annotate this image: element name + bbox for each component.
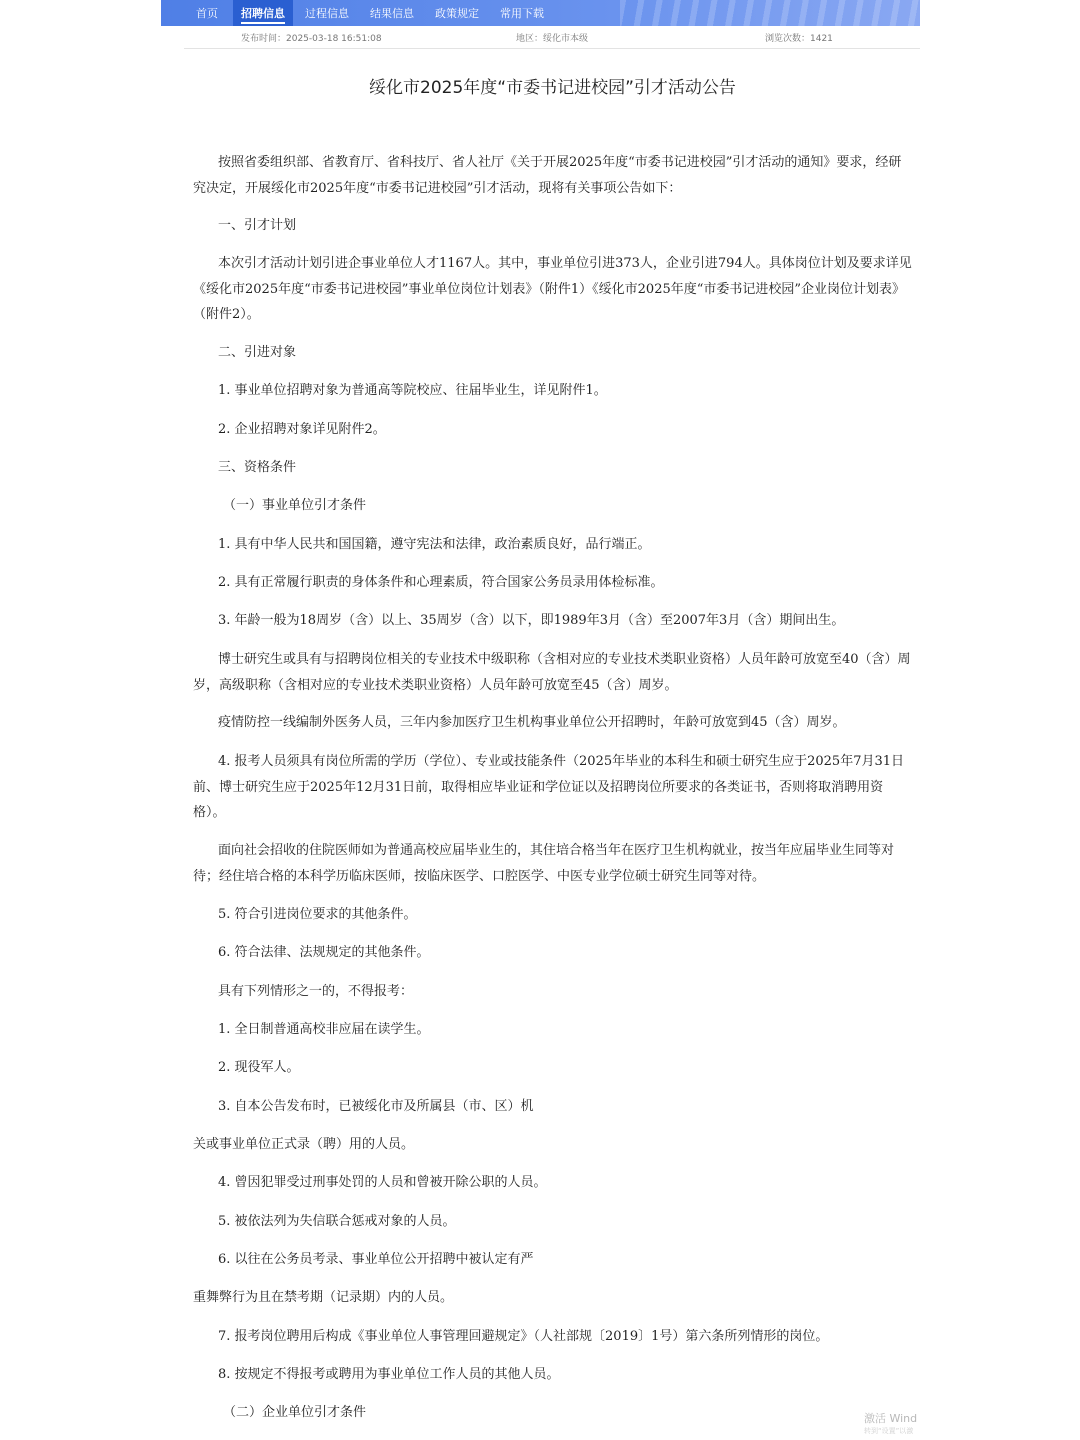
paragraph: 3. 自本公告发布时，已被绥化市及所属县（市、区）机	[218, 1099, 534, 1114]
section-heading: 三、资格条件	[218, 460, 297, 475]
section-heading: 一、引才计划	[218, 218, 297, 233]
subsection-heading: （一）事业单位引才条件	[223, 498, 367, 513]
paragraph: 2. 具有正常履行职责的身体条件和心理素质，符合国家公务员录用体检标准。	[218, 575, 664, 590]
paragraph: 5. 符合引进岗位要求的其他条件。	[218, 907, 417, 922]
paragraph: 5. 被依法列为失信联合惩戒对象的人员。	[218, 1214, 456, 1229]
nav-item-process[interactable]: 过程信息	[305, 7, 349, 20]
paragraph: 博士研究生或具有与招聘岗位相关的专业技术中级职称（含相对应的专业技术类职业资格）人员年龄可放宽至40（含）周岁，高级职称（含相对应的专业技术类职业资格）人员年龄可放宽至45（含）周岁。	[193, 652, 911, 693]
paragraph: 4. 报考人员须具有岗位所需的学历（学位）、专业或技能条件（2025年毕业的本科生和硕士研究生应于2025年7月31日前、博士研究生应于2025年12月31日前，取得相应毕业证和学位证以及招聘岗位所要求的各类证书，否则将取消聘用资格）。	[193, 754, 905, 820]
nav-item-downloads[interactable]: 常用下载	[500, 7, 544, 20]
activation-watermark-subtitle: 转到“设置”以激	[864, 1427, 914, 1435]
meta-divider	[184, 48, 920, 49]
paragraph: 6. 以往在公务员考录、事业单位公开招聘中被认定有严	[218, 1252, 534, 1267]
paragraph: 4. 曾因犯罪受过刑事处罚的人员和曾被开除公职的人员。	[218, 1175, 547, 1190]
paragraph: 1. 具有中华人民共和国国籍，遵守宪法和法律，政治素质良好，品行端正。	[218, 537, 651, 552]
paragraph: 3. 年龄一般为18周岁（含）以上、35周岁（含）以下，即1989年3月（含）至2007年3月（含）期间出生。	[218, 613, 845, 628]
paragraph: 具有下列情形之一的，不得报考：	[218, 984, 414, 999]
paragraph: 2. 企业招聘对象详见附件2。	[218, 422, 386, 437]
nav-item-results[interactable]: 结果信息	[370, 7, 414, 20]
nav-item-home[interactable]: 首页	[196, 7, 218, 20]
paragraph: 1. 事业单位招聘对象为普通高等院校应、往届毕业生，详见附件1。	[218, 383, 607, 398]
nav-decoration	[620, 0, 920, 26]
nav-item-policy[interactable]: 政策规定	[435, 7, 479, 20]
paragraph: 6. 符合法律、法规规定的其他条件。	[218, 945, 430, 960]
paragraph: 按照省委组织部、省教育厅、省科技厅、省人社厅《关于开展2025年度“市委书记进校园”引才活动的通知》要求，经研究决定，开展绥化市2025年度“市委书记进校园”引才活动，现将有关事项公告如下：	[193, 155, 902, 196]
subsection-heading: （二）企业单位引才条件	[223, 1405, 367, 1420]
paragraph: 2. 现役军人。	[218, 1060, 300, 1075]
section-heading: 二、引进对象	[218, 345, 297, 360]
paragraph: 本次引才活动计划引进企事业单位人才1167人。其中，事业单位引进373人，企业引进794人。具体岗位计划及要求详见《绥化市2025年度“市委书记进校园”事业单位岗位计划表》（附件1）《绥化市2025年度“市委书记进校园”企业岗位计划表》（附件2）。	[193, 256, 912, 322]
nav-item-recruitment[interactable]: 招聘信息	[233, 0, 293, 26]
paragraph: 关或事业单位正式录（聘）用的人员。	[193, 1137, 415, 1152]
article-title: 绥化市2025年度“市委书记进校园”引才活动公告	[369, 78, 736, 98]
paragraph: 1. 全日制普通高校非应届在读学生。	[218, 1022, 430, 1037]
paragraph: 重舞弊行为且在禁考期（记录期）内的人员。	[193, 1290, 454, 1305]
paragraph: 面向社会招收的住院医师如为普通高校应届毕业生的，其住培合格当年在医疗卫生机构就业，按当年应届毕业生同等对待；经住培合格的本科学历临床医师，按临床医学、口腔医学、中医专业学位硕士研究生同等对待。	[193, 843, 895, 884]
top-nav-bar	[161, 0, 920, 26]
region: 地区：绥化市本级	[516, 34, 589, 44]
paragraph: 7. 报考岗位聘用后构成《事业单位人事管理回避规定》（人社部规〔2019〕1号）第六条所列情形的岗位。	[218, 1329, 829, 1344]
view-count: 浏览次数：1421	[765, 34, 833, 44]
paragraph: 8. 按规定不得报考或聘用为事业单位工作人员的其他人员。	[218, 1367, 560, 1382]
activation-watermark: 激活 Wind	[864, 1412, 918, 1425]
paragraph: 疫情防控一线编制外医务人员，三年内参加医疗卫生机构事业单位公开招聘时，年龄可放宽到45（含）周岁。	[218, 715, 846, 730]
publish-time: 发布时间：2025-03-18 16:51:08	[241, 34, 382, 44]
